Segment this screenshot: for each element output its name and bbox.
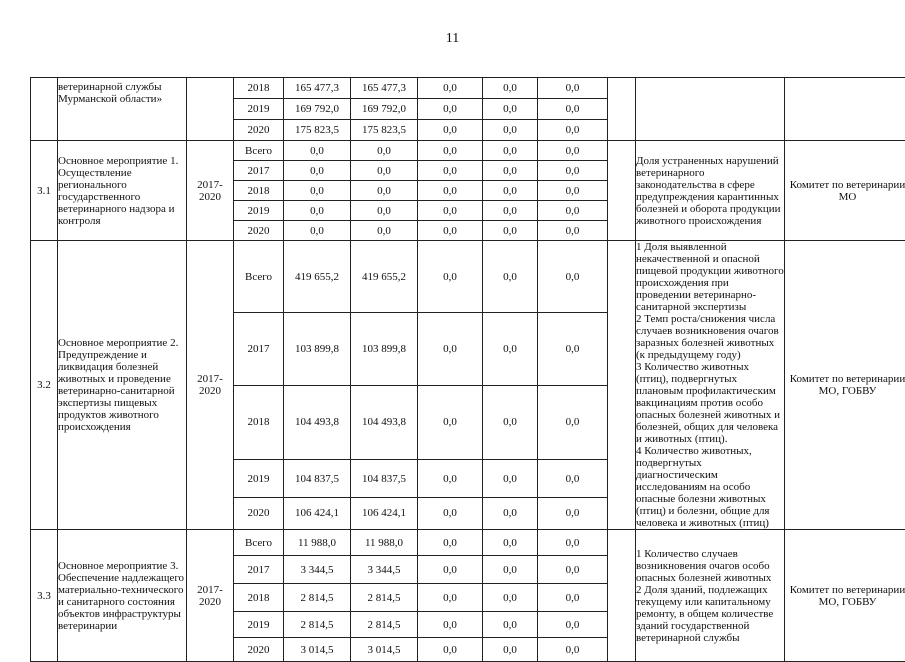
measure-title: Основное мероприятие 1. Осуществление регионального государственного ветеринарного надзора и контроля — [58, 141, 187, 241]
gap-cell — [608, 530, 636, 662]
budget-cell: 0,0 — [351, 161, 418, 181]
value-cell: 0,0 — [418, 313, 483, 385]
period-cell — [187, 530, 234, 662]
budget-cell: 169 792,0 — [351, 99, 418, 120]
executor-cell: Комитет по ветеринарии МО, ГОБВУ — [785, 241, 905, 530]
value-cell: 0,0 — [538, 497, 608, 529]
value-cell: 0,0 — [538, 385, 608, 460]
budget-cell: 0,0 — [351, 221, 418, 241]
value-cell: 0,0 — [483, 497, 538, 529]
value-cell: 0,0 — [418, 638, 483, 662]
year-cell: Всего — [234, 530, 284, 556]
value-cell: 0,0 — [538, 141, 608, 161]
value-cell: 0,0 — [483, 78, 538, 99]
indicator-cell: Доля устраненных нарушений ветеринарного законодательства в сфере предупреждения карантинных болезней и оборота продукции животного происхождения — [636, 141, 785, 241]
indicator-cell: 1 Доля выявленной некачественной и опасной пищевой продукции животного происхождения при проведении ветеринарно-санитарной экспертизы 2 Темп роста/снижения числа случаев возникновения очагов заразных болезней животных (к предыдущему году) 3 Количество животных (птиц), подвергнутых плановым профилактическим вакцинациям против особо опасных болезней животных и болезней, общих для человека и животных (птиц). 4 Количество животных, подвергнутых диагностическим исследованиям на особо опасные болезни животных (птиц) и болезни, общие для человека и животных (птиц) — [636, 241, 785, 530]
value-cell: 0,0 — [418, 201, 483, 221]
value-cell: 0,0 — [538, 221, 608, 241]
value-cell: 0,0 — [483, 530, 538, 556]
period-text: 2017- 2020 — [197, 373, 223, 397]
year-cell: 2019 — [234, 612, 284, 638]
row-number-cell — [31, 78, 58, 141]
value-cell: 0,0 — [483, 221, 538, 241]
year-cell: Всего — [234, 241, 284, 313]
value-cell: 0,0 — [418, 99, 483, 120]
year-cell: 2017 — [234, 556, 284, 584]
measure-number: 3.3 — [31, 530, 58, 662]
value-cell: 0,0 — [538, 460, 608, 497]
budget-cell: 419 655,2 — [351, 241, 418, 313]
measure-title: ветеринарной службы Мурманской области» — [58, 78, 187, 141]
total-cell: 11 988,0 — [284, 530, 351, 556]
value-cell: 0,0 — [483, 638, 538, 662]
value-cell: 0,0 — [483, 241, 538, 313]
period-cell — [187, 141, 234, 241]
value-cell: 0,0 — [483, 460, 538, 497]
gap-cell — [608, 141, 636, 241]
value-cell: 0,0 — [418, 141, 483, 161]
table-row — [31, 78, 905, 99]
year-cell: 2020 — [234, 221, 284, 241]
total-cell: 0,0 — [284, 181, 351, 201]
total-cell: 3 014,5 — [284, 638, 351, 662]
value-cell: 0,0 — [418, 584, 483, 612]
value-cell: 0,0 — [538, 313, 608, 385]
indicator-cell: 1 Количество случаев возникновения очагов особо опасных болезней животных 2 Доля зданий, подлежащих текущему или капитальному ремонту, в общем количестве зданий государственной ветеринарной службы — [636, 530, 785, 662]
year-cell: 2018 — [234, 584, 284, 612]
total-cell: 2 814,5 — [284, 584, 351, 612]
table-row — [31, 141, 905, 161]
budget-cell: 104 837,5 — [351, 460, 418, 497]
value-cell: 0,0 — [538, 181, 608, 201]
executor-cell — [785, 78, 905, 141]
value-cell: 0,0 — [538, 241, 608, 313]
measure-title: Основное мероприятие 2. Предупреждение и ликвидация болезней животных и проведение ветеринарно-санитарной экспертизы пищевых продуктов животного происхождения — [58, 241, 187, 530]
total-cell: 165 477,3 — [284, 78, 351, 99]
value-cell: 0,0 — [418, 556, 483, 584]
value-cell: 0,0 — [418, 78, 483, 99]
period-text: 2017- 2020 — [197, 584, 223, 608]
program-table — [30, 77, 905, 662]
year-cell: 2017 — [234, 161, 284, 181]
year-cell: 2020 — [234, 120, 284, 141]
measure-title: Основное мероприятие 3. Обеспечение надлежащего материально-технического и санитарного состояния объектов инфраструктуры ветеринарии — [58, 530, 187, 662]
value-cell: 0,0 — [483, 584, 538, 612]
total-cell: 0,0 — [284, 141, 351, 161]
total-cell: 419 655,2 — [284, 241, 351, 313]
total-cell: 0,0 — [284, 221, 351, 241]
budget-cell: 0,0 — [351, 201, 418, 221]
value-cell: 0,0 — [418, 497, 483, 529]
total-cell: 103 899,8 — [284, 313, 351, 385]
total-cell: 169 792,0 — [284, 99, 351, 120]
budget-cell: 2 814,5 — [351, 612, 418, 638]
value-cell: 0,0 — [538, 556, 608, 584]
value-cell: 0,0 — [538, 530, 608, 556]
value-cell: 0,0 — [483, 141, 538, 161]
value-cell: 0,0 — [483, 181, 538, 201]
budget-cell: 165 477,3 — [351, 78, 418, 99]
budget-cell: 104 493,8 — [351, 385, 418, 460]
total-cell: 0,0 — [284, 161, 351, 181]
budget-cell: 2 814,5 — [351, 584, 418, 612]
budget-cell: 3 014,5 — [351, 638, 418, 662]
total-cell: 104 493,8 — [284, 385, 351, 460]
executor-cell: Комитет по ветеринарии МО — [785, 141, 905, 241]
value-cell: 0,0 — [483, 556, 538, 584]
value-cell: 0,0 — [418, 161, 483, 181]
value-cell: 0,0 — [538, 638, 608, 662]
budget-cell: 106 424,1 — [351, 497, 418, 529]
budget-cell: 175 823,5 — [351, 120, 418, 141]
value-cell: 0,0 — [538, 584, 608, 612]
value-cell: 0,0 — [538, 120, 608, 141]
year-cell: 2019 — [234, 460, 284, 497]
value-cell: 0,0 — [418, 181, 483, 201]
table-row — [31, 530, 905, 556]
gap-cell — [608, 78, 636, 141]
value-cell: 0,0 — [418, 385, 483, 460]
year-cell: 2017 — [234, 313, 284, 385]
executor-cell: Комитет по ветеринарии МО, ГОБВУ — [785, 530, 905, 662]
period-cell — [187, 241, 234, 530]
value-cell: 0,0 — [538, 161, 608, 181]
budget-cell: 103 899,8 — [351, 313, 418, 385]
period-text: 2017- 2020 — [197, 179, 223, 203]
indicator-cell — [636, 78, 785, 141]
value-cell: 0,0 — [418, 530, 483, 556]
gap-cell — [608, 241, 636, 530]
year-cell: 2018 — [234, 78, 284, 99]
year-cell: 2020 — [234, 638, 284, 662]
value-cell: 0,0 — [483, 99, 538, 120]
year-cell: 2019 — [234, 201, 284, 221]
period-cell — [187, 78, 234, 141]
budget-cell: 11 988,0 — [351, 530, 418, 556]
page-number: 11 — [0, 31, 905, 47]
value-cell: 0,0 — [538, 99, 608, 120]
table-row — [31, 241, 905, 313]
year-cell: 2020 — [234, 497, 284, 529]
budget-cell: 0,0 — [351, 181, 418, 201]
value-cell: 0,0 — [538, 201, 608, 221]
budget-cell: 0,0 — [351, 141, 418, 161]
total-cell: 3 344,5 — [284, 556, 351, 584]
budget-cell: 3 344,5 — [351, 556, 418, 584]
year-cell: 2018 — [234, 181, 284, 201]
year-cell: 2019 — [234, 99, 284, 120]
year-cell: Всего — [234, 141, 284, 161]
value-cell: 0,0 — [483, 313, 538, 385]
value-cell: 0,0 — [418, 120, 483, 141]
value-cell: 0,0 — [418, 460, 483, 497]
value-cell: 0,0 — [483, 612, 538, 638]
total-cell: 175 823,5 — [284, 120, 351, 141]
year-cell: 2018 — [234, 385, 284, 460]
value-cell: 0,0 — [418, 612, 483, 638]
total-cell: 104 837,5 — [284, 460, 351, 497]
total-cell: 0,0 — [284, 201, 351, 221]
value-cell: 0,0 — [538, 612, 608, 638]
measure-number: 3.1 — [31, 141, 58, 241]
value-cell: 0,0 — [418, 221, 483, 241]
value-cell: 0,0 — [483, 120, 538, 141]
total-cell: 106 424,1 — [284, 497, 351, 529]
value-cell: 0,0 — [483, 385, 538, 460]
measure-number: 3.2 — [31, 241, 58, 530]
value-cell: 0,0 — [483, 201, 538, 221]
value-cell: 0,0 — [538, 78, 608, 99]
total-cell: 2 814,5 — [284, 612, 351, 638]
value-cell: 0,0 — [483, 161, 538, 181]
value-cell: 0,0 — [418, 241, 483, 313]
